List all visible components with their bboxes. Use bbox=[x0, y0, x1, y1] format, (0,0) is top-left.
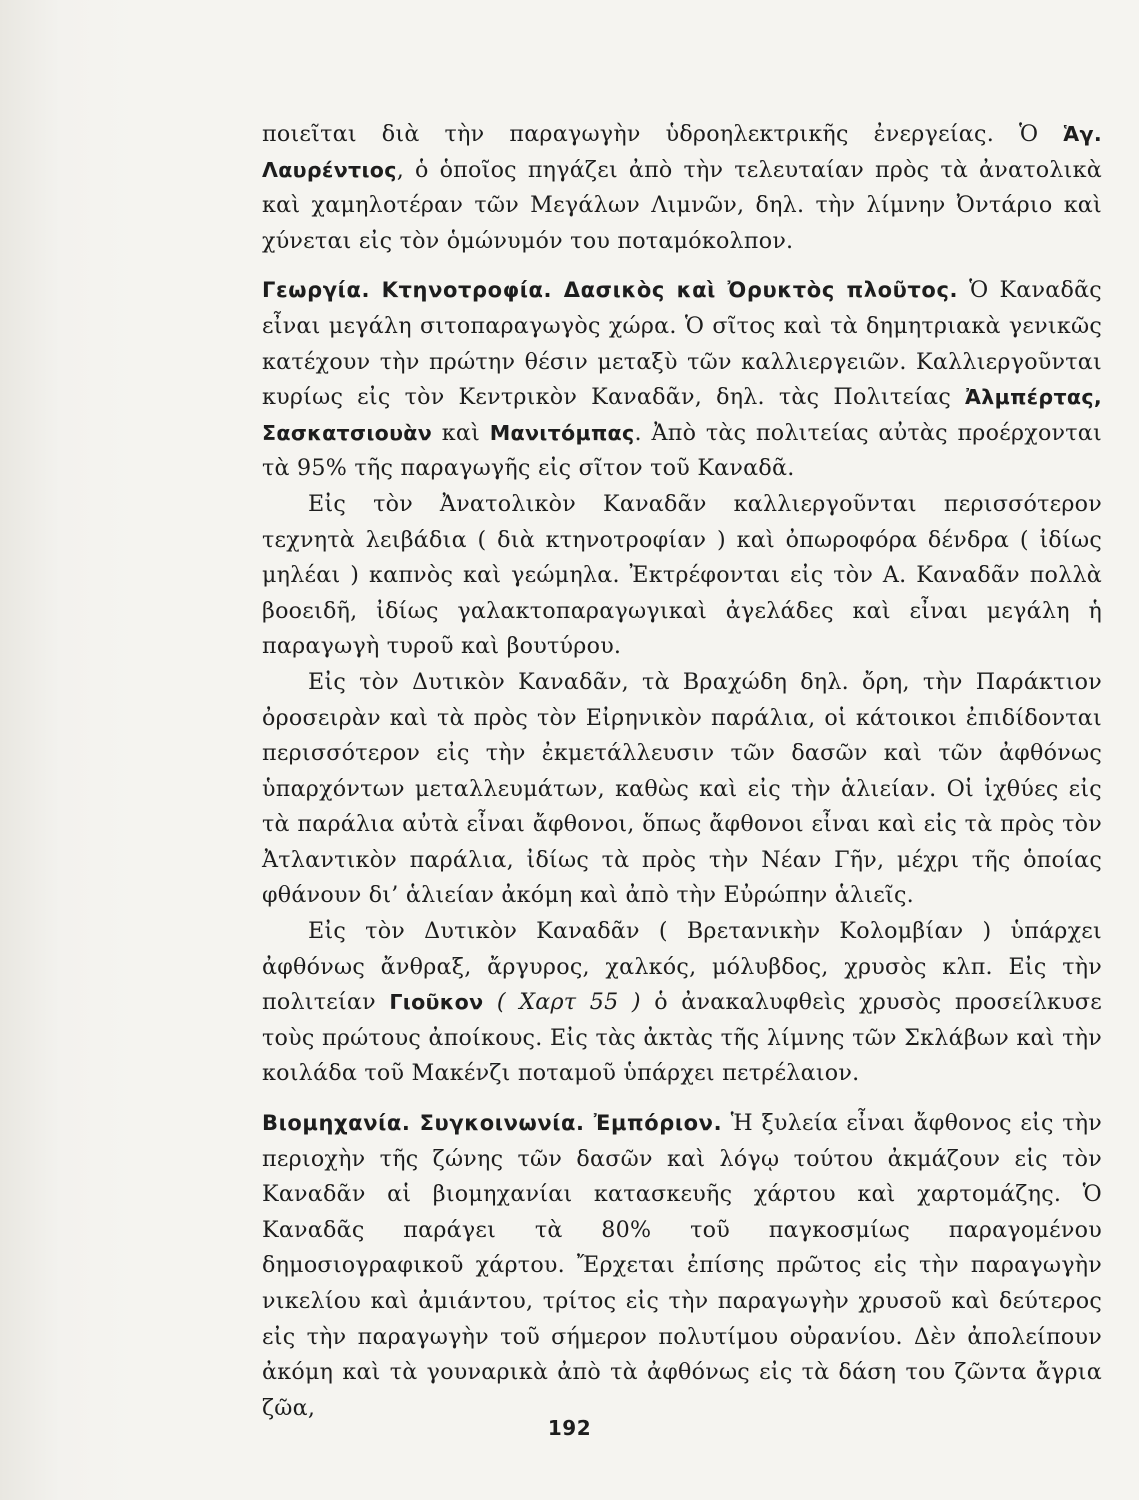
paragraph-text bbox=[483, 989, 496, 1015]
term-yukon: Γιοῦκον bbox=[389, 990, 484, 1015]
paragraph-british-columbia bbox=[262, 914, 1102, 1092]
paragraph-text: ποιεῖται διὰ τὴν παραγωγὴν ὑδροηλεκτρικῆς ἐνεργείας. Ὁ bbox=[262, 121, 1064, 147]
paragraph-text: Εἰς τὸν Δυτικὸν Καναδᾶν ( Βρετανικὴν Κολομβίαν ) ὑπάρχει ἀφθόνως ἄνθραξ, ἄργυρος, χαλκός, μόλυβδος, χρυσὸς κλπ. Εἰς τὴν πολιτείαν bbox=[262, 918, 1102, 1016]
term-saint-lawrence: Ἁγ. Λαυρέντιος bbox=[262, 122, 1102, 182]
paragraph-text: Ὁ Καναδᾶς εἶναι μεγάλη σιτοπαραγωγὸς χώρα. Ὁ σῖτος καὶ τὰ δημητριακὰ γενικῶς κατέχουν τὴν πρώτην θέσιν μεταξὺ τῶν καλλιεργειῶν. Καλλιεργοῦνται κυρίως εἰς τὸν Κεντρικὸν Καναδᾶν, δηλ. τὰς Πολιτείας bbox=[262, 277, 1102, 411]
paragraph-saint-lawrence bbox=[262, 117, 1102, 259]
section-heading-industry: Βιομηχανία. Συγκοινωνία. Ἐμπόριον. bbox=[262, 1111, 723, 1136]
body-text bbox=[262, 117, 1102, 1426]
paragraph-industry bbox=[262, 1106, 1102, 1426]
paragraph-eastern-canada: Εἰς τὸν Ἀνατολικὸν Καναδᾶν καλλιεργοῦνται περισσότερον τεχνητὰ λειβάδια ( διὰ κτηνοτροφίαν ) καὶ ὀπωροφόρα δένδρα ( ἰδίως μηλέαι ) καπνὸς καὶ γεώμηλα. Ἐκτρέφονται εἰς τὸν Α. Καναδᾶν πολλὰ βοοειδῆ, ἰδίως γαλακτοπαραγωγικαὶ ἀγελάδες καὶ εἶναι μεγάλη ἡ παραγωγὴ τυροῦ καὶ βουτύρου. bbox=[262, 490, 1102, 660]
paragraph-text: ὁ ἀνακαλυφθεὶς χρυσὸς προσείλκυσε τοὺς πρώτους ἀποίκους. Εἰς τὰς ἀκτὰς τῆς λίμνης τῶν Σκλάβων καὶ τὴν κοιλάδα τοῦ Μακένζι ποταμοῦ ὑπάρχει πετρέλαιον. bbox=[262, 989, 1103, 1087]
paragraph-text: καὶ bbox=[432, 419, 490, 446]
page-number: 192 bbox=[547, 1416, 592, 1440]
paragraph-agriculture bbox=[262, 273, 1102, 487]
term-alberta-saskatchewan: Ἀλμπέρτας, Σασκατσιουὰν bbox=[262, 385, 1102, 445]
term-manitoba: Μανιτόμπας bbox=[489, 420, 635, 445]
section-heading-agriculture: Γεωργία. Κτηνοτροφία. Δασικὸς καὶ Ὀρυκτὸς πλοῦτος. bbox=[262, 278, 959, 303]
paragraph-western-canada: Εἰς τὸν Δυτικὸν Καναδᾶν, τὰ Βραχώδη δηλ. ὄρη, τὴν Παράκτιον ὀροσειρὰν καὶ τὰ πρὸς τὸν Εἰρηνικὸν παράλια, οἱ κάτοικοι ἐπιδίδονται περισσότερον εἰς τὴν ἐκμετάλλευσιν τῶν δασῶν καὶ τῶν ἀφθόνως ὑπαρχόντων μεταλλευμάτων, καθὼς καὶ εἰς τὴν ἁλιείαν. Οἱ ἰχθύες εἰς τὰ παράλια αὐτὰ εἶναι ἄφθονοι, ὅπως ἄφθονοι εἶναι καὶ εἰς τὰ πρὸς τὸν Ἀτλαντικὸν παράλια, ἰδίως τὰ πρὸς τὴν Νέαν Γῆν, μέχρι τῆς ὁποίας φθάνουν δι’ ἁλιείαν ἀκόμη καὶ ἀπὸ τὴν Εὐρώπην ἁλιεῖς. bbox=[262, 668, 1102, 909]
map-reference: ( Χαρτ 55 ) bbox=[496, 989, 641, 1016]
paragraph-text: , ὁ ὁποῖος πηγάζει ἀπὸ τὴν τελευταίαν πρὸς τὰ ἀνατολικὰ καὶ χαμηλοτέραν τῶν Μεγάλων Λιμνῶν, δηλ. τὴν λίμνην Ὀντάριο καὶ χύνεται εἰς τὸν ὁμώνυμόν του ποταμόκολπον. bbox=[262, 156, 1102, 254]
paragraph-text: Ἡ ξυλεία εἶναι ἄφθονος εἰς τὴν περιοχὴν τῆς ζώνης τῶν δασῶν καὶ λόγῳ τούτου ἀκμάζουν εἰς τὸν Καναδᾶν αἱ βιομηχανίαι κατασκευῆς χάρτου καὶ χαρτομάζης. Ὁ Καναδᾶς παράγει τὰ 80% τοῦ παγκοσμίως παραγομένου δημοσιογραφικοῦ χάρτου. Ἔρχεται ἐπίσης πρῶτος εἰς τὴν παραγωγὴν νικελίου καὶ ἀμιάντου, τρίτος εἰς τὴν παραγωγὴν χρυσοῦ καὶ δεύτερος εἰς τὴν παραγωγὴν τοῦ σήμερον πολυτίμου οὐρανίου. Δὲν ἀπολείπουν ἀκόμη καὶ τὰ γουναρικὰ ἀπὸ τὰ ἀφθόνως εἰς τὰ δάση του ζῶντα ἄγρια ζῶα, bbox=[262, 1110, 1103, 1421]
paragraph-text: . Ἀπὸ τὰς πολιτείας αὐτὰς προέρχονται τὰ 95% τῆς παραγωγῆς εἰς σῖτον τοῦ Καναδᾶ. bbox=[262, 419, 1102, 482]
